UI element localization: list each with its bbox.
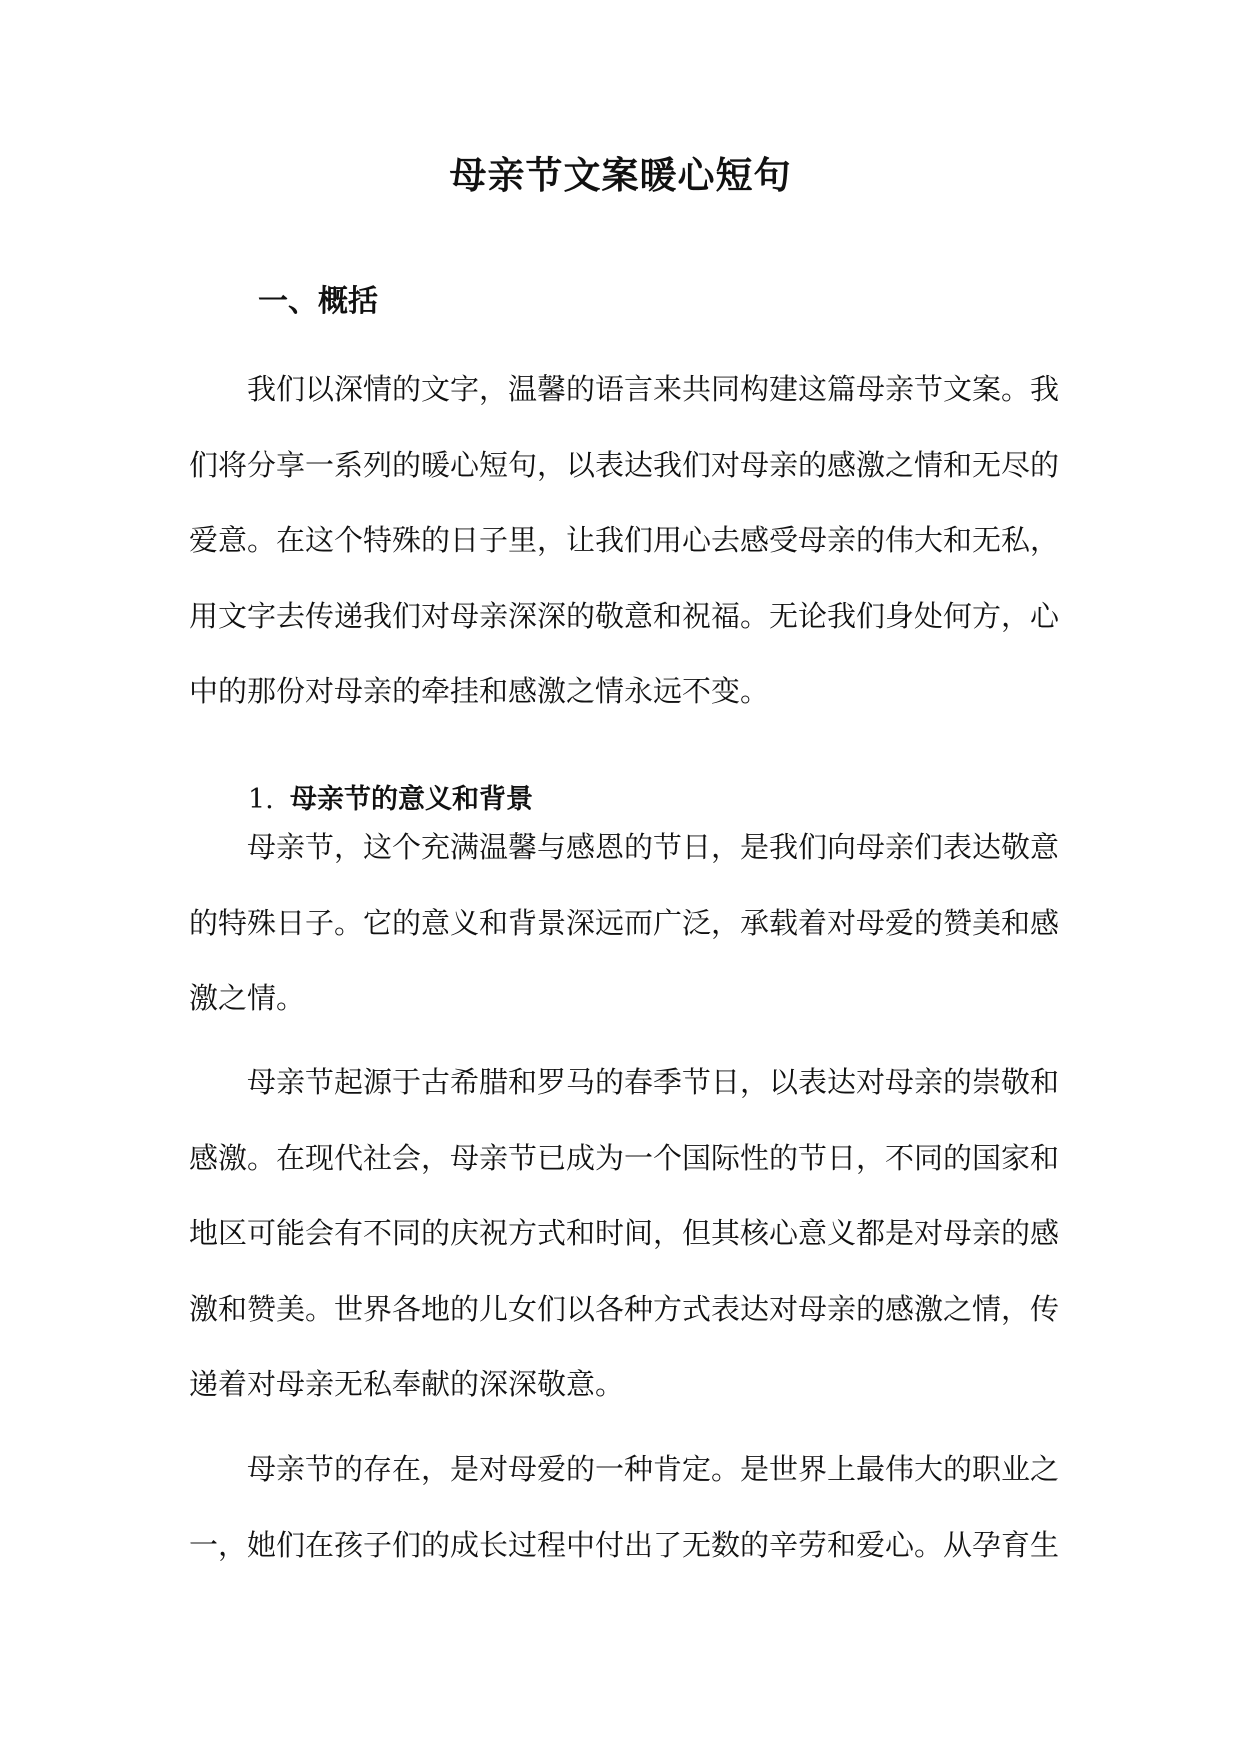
meaning-paragraph-3: 母亲节的存在，是对母爱的一种肯定。是世界上最伟大的职业之一，她们在孩子们的成长过程中付出了无数的辛劳和爱心。从孕育生 xyxy=(189,1452,1060,1562)
overview-paragraph: 我们以深情的文字，温馨的语言来共同构建这篇母亲节文案。我们将分享一系列的暖心短句，以表达我们对母亲的感激之情和无尽的爱意。在这个特殊的日子里，让我们用心去感受母亲的伟大和无私，用文字去传递我们对母亲深深的敬意和祝福。无论我们身处何方，心中的那份对母亲的牵挂和感激之情永远不变。 xyxy=(189,372,1060,709)
subsection-number: 1. xyxy=(248,784,274,815)
document-title: 母亲节文案暖心短句 xyxy=(449,153,792,197)
meaning-paragraph-1: 母亲节，这个充满温馨与感恩的节日，是我们向母亲们表达敬意的特殊日子。它的意义和背景深远而广泛，承载着对母爱的赞美和感激之情。 xyxy=(189,830,1060,1016)
meaning-paragraph-2: 母亲节起源于古希腊和罗马的春季节日，以表达对母亲的崇敬和感激。在现代社会，母亲节已成为一个国际性的节日，不同的国家和地区可能会有不同的庆祝方式和时间，但其核心意义都是对母亲的感激和赞美。世界各地的儿女们以各种方式表达对母亲的感激之情，传递着对母亲无私奉献的深深敬意。 xyxy=(189,1065,1060,1402)
section-heading-overview: 一、概括 xyxy=(258,284,378,319)
subsection-title: 母亲节的意义和背景 xyxy=(290,784,533,815)
